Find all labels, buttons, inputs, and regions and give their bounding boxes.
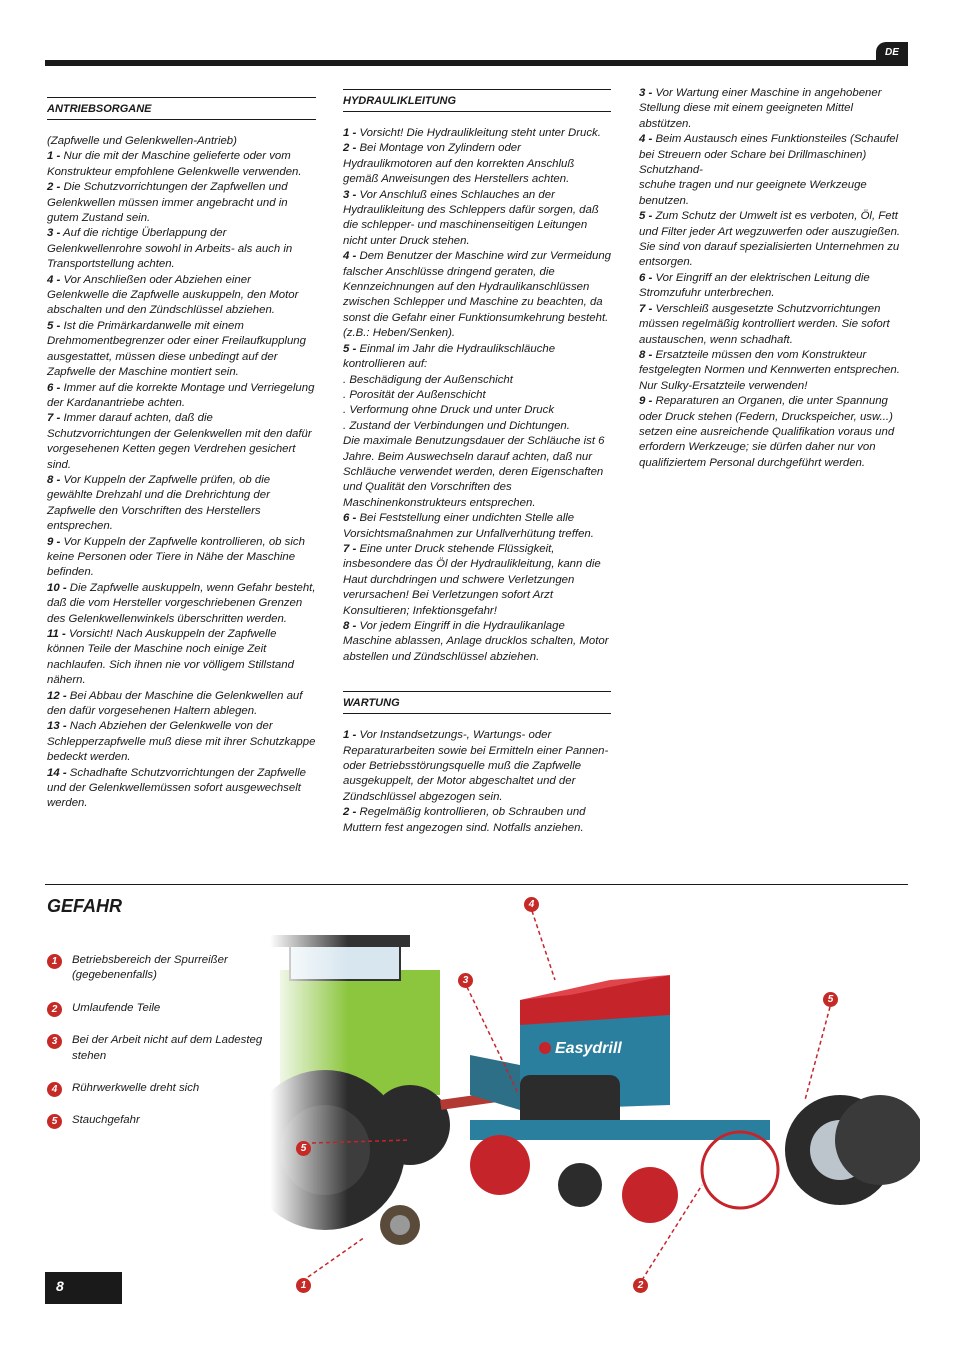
- hydraulik-check-item: . Zustand der Verbindungen und Dichtungen.: [343, 419, 570, 432]
- hydraulik-item-4: [343, 249, 611, 341]
- section-heading-wartung: WARTUNG: [343, 691, 611, 714]
- item-text: Beim Austausch eines Funktionsteiles (Schaufel bei Streuern oder Schare bei Drillmaschinen) Schutzhand- schuhe tragen und nur geeignete Werkzeuge benutzen.: [639, 133, 899, 207]
- antrieb-item-6: [47, 381, 316, 412]
- item-text: Vorsicht! Nach Auskuppeln der Zapfwelle können Teile der Maschine noch einige Zeit nachlaufen. Sich ihnen nie vor völligem Stillstand nähern.: [47, 628, 294, 687]
- item-number: 9 -: [47, 535, 61, 548]
- wartung-cont-item-4: [639, 271, 907, 302]
- item-text: Regelmäßig kontrollieren, ob Schrauben und Muttern fest angezogen sind. Notfalls anziehen.: [343, 806, 586, 834]
- item-number: 12 -: [47, 689, 67, 702]
- item-number: 5 -: [343, 342, 357, 355]
- hydraulik-item2-2: [343, 542, 611, 619]
- item-text: Die Zapfwelle auskuppeln, wenn Gefahr besteht, daß die vom Hersteller vorgeschriebenen Grenzen des Gelenkwellenwinkels überschritten werden.: [47, 581, 316, 625]
- item-text: Vor Eingriff an der elektrischen Leitung die Stromzufuhr unterbrechen.: [639, 271, 870, 300]
- legend-text: Stauchgefahr: [72, 1114, 140, 1127]
- antrieb-item-7: [47, 411, 316, 473]
- item-number: 6 -: [639, 271, 653, 284]
- item-number: 8 -: [47, 473, 61, 486]
- item-text: Ersatzteile müssen den vom Konstrukteur festgelegten Normen und Kennwerten entsprechen. Nur Sulky-Ersatzteile verwenden!: [639, 348, 900, 392]
- wartung-cont-item-6: [639, 348, 907, 394]
- item-text: Einmal im Jahr die Hydraulikschläuche kontrollieren auf:: [343, 342, 556, 371]
- item-number: 2 -: [343, 806, 357, 819]
- wartung-item-2: [343, 805, 611, 836]
- hazard-marker-5-right: 5: [823, 992, 838, 1007]
- item-number: 10 -: [47, 581, 67, 594]
- section-body-wartung-continued: [639, 86, 907, 471]
- legend-text: Umlaufende Teile: [72, 1001, 161, 1014]
- item-number: 8 -: [639, 348, 653, 361]
- hydraulik-check-item: . Verformung ohne Druck und unter Druck: [343, 404, 555, 417]
- item-text: Die Schutzvorrichtungen der Zapfwellen und Gelenkwellen müssen immer angebracht und in gutem Zustand sein.: [47, 181, 288, 225]
- item-text: Vor Instandsetzungs-, Wartungs- oder Reparaturarbeiten sowie bei Ermitteln einer Pannen- oder Betriebsstörungsquelle muß die Zapfwelle ausgekuppelt, der Motor abgeschaltet und der Zündschlüssel abgezogen sein.: [343, 729, 609, 803]
- hydraulik-check-item: . Porosität der Außenschicht: [343, 388, 486, 401]
- item-text: Bei Montage von Zylindern oder Hydraulikmotoren auf den korrekten Anschluß gemäß Anweisungen des Herstellers achten.: [343, 142, 575, 186]
- antrieb-item-5: [47, 319, 316, 381]
- hydraulik-item2-3: [343, 619, 611, 665]
- item-number: 4 -: [343, 250, 357, 263]
- item-text: Vorsicht! Die Hydraulikleitung steht unter Druck.: [356, 127, 601, 139]
- wartung-cont-item-7: [639, 394, 907, 471]
- machine-photo: [270, 895, 920, 1285]
- item-number: 7 -: [47, 412, 61, 425]
- item-number: 2 -: [47, 181, 61, 194]
- wartung-cont-item-2: [639, 132, 907, 209]
- item-number: 6 -: [47, 381, 61, 394]
- section-divider: [45, 884, 908, 885]
- antrieb-item-11: [47, 627, 316, 689]
- section-body-antriebsorgane: [47, 134, 316, 812]
- item-text: Vor Anschließen oder Abziehen einer Gelenkwelle die Zapfwelle auskuppeln, den Motor abschalten und den Zündschlüssel abziehen.: [47, 273, 299, 317]
- legend-item-4: [47, 1081, 272, 1096]
- wartung-item-1: [343, 728, 611, 805]
- item-number: 1 -: [47, 150, 61, 163]
- item-number: 13 -: [47, 720, 67, 733]
- item-text: Zum Schutz der Umwelt ist es verboten, Öl, Fett und Filter jeder Art wegzuwerfen oder auszugießen. Sie sind von darauf spezialisierten Unternehmen zu entsorgen.: [639, 210, 901, 269]
- legend-badge: 2: [47, 1002, 62, 1017]
- item-number: 3 -: [343, 188, 357, 201]
- column-wartung-continued: [639, 86, 907, 471]
- item-text: Eine unter Druck stehende Flüssigkeit, insbesondere das Öl der Hydraulikleitung, kann die Haut durchdringen und schwere Verletzungen verursachen! Bei Verletzungen sofort Arzt Konsultieren; Infektionsgefahr!: [343, 542, 601, 617]
- item-text: Ist die Primärkardanwelle mit einem Drehmomentbegrenzer oder einer Freilaufkupplung ausgestattet, müssen diese unbedingt auf der Zapfwelle der Maschine montiert sein.: [47, 319, 306, 379]
- item-number: 7 -: [639, 302, 653, 315]
- item-number: 2 -: [343, 142, 357, 155]
- item-text: Reparaturen an Organen, die unter Spannung oder Druck stehen (Federn, Druckspeicher, usw...) setzen eine ausreichende Qualifikation voraus und erfordern Werkzeuge; sie dürfen daher nur von qualifiziertem Personal durchgeführt werden.: [639, 395, 895, 469]
- legend-badge: 1: [47, 954, 62, 969]
- hydraulik-item-5: [343, 342, 611, 373]
- item-text: Bei Feststellung einer undichten Stelle alle Vorsichtsmaßnahmen zur Unfallverhütung treffen.: [343, 512, 594, 540]
- item-text: Vor Anschluß eines Schlauches an der Hydraulikleitung des Schleppers dafür sorgen, daß die schlepper- und maschinenseitigen Leitungen nicht unter Druck stehen.: [343, 188, 599, 247]
- antrieb-item-8: [47, 473, 316, 535]
- hydraulik-lifetime-note: Die maximale Benutzungsdauer der Schläuche ist 6 Jahre. Beim Auswechseln darauf achten, daß nur Schläuche verwendet werden, deren Eigenschaften und Qualität den Vorschriften des Maschinenkonstrukteurs entsprechen.: [343, 435, 605, 509]
- legend-item-1: [47, 953, 272, 984]
- item-number: 7 -: [343, 542, 357, 555]
- item-text: Schadhafte Schutzvorrichtungen der Zapfwelle und der Gelenkwellemüssen sofort ausgewechselt werden.: [47, 766, 306, 810]
- hydraulik-item-3: [343, 188, 611, 250]
- section-heading-antriebsorgane: ANTRIEBSORGANE: [47, 97, 316, 120]
- item-number: 5 -: [639, 210, 653, 223]
- antrieb-item-3: [47, 226, 316, 272]
- section-body-wartung: [343, 728, 611, 836]
- item-number: 1 -: [343, 729, 357, 742]
- item-text: Auf die richtige Überlappung der Gelenkwellenrohre sowohl in Arbeits- als auch in Transportstellung achten.: [47, 227, 293, 271]
- top-rule: [45, 60, 908, 66]
- section-heading-hydraulikleitung: HYDRAULIKLEITUNG: [343, 89, 611, 112]
- item-number: 11 -: [47, 628, 66, 640]
- item-number: 14 -: [47, 766, 67, 779]
- item-text: Vor Kuppeln der Zapfwelle prüfen, ob die gewählte Drehzahl und die Drehrichtung der Zapfwelle den Vorschriften des Herstellers entsprechen.: [47, 473, 271, 533]
- legend-text: Rührwerkwelle dreht sich: [72, 1082, 200, 1095]
- hydraulik-check-item: . Beschädigung der Außenschicht: [343, 373, 513, 386]
- item-text: Nur die mit der Maschine gelieferte oder vom Konstrukteur empfohlene Gelenkwelle verwenden.: [47, 150, 302, 178]
- antrieb-item-13: [47, 719, 316, 765]
- hazard-marker-3: 3: [458, 973, 473, 988]
- antrieb-item-2: [47, 180, 316, 226]
- hydraulik-item-1: [343, 126, 611, 141]
- item-text: Vor jedem Eingriff in die Hydraulikanlage Maschine ablassen, Anlage drucklos schalten, Motor abstellen und Zündschlüssel abziehen.: [343, 620, 609, 663]
- legend-item-3: [47, 1033, 272, 1064]
- page-number: 8: [45, 1272, 122, 1304]
- item-number: 3 -: [47, 227, 61, 240]
- hydraulik-item2-1: [343, 511, 611, 542]
- item-number: 8 -: [343, 620, 357, 632]
- item-number: 1 -: [343, 127, 357, 139]
- wartung-cont-item-1: [639, 86, 907, 132]
- legend-badge: 3: [47, 1034, 62, 1049]
- antrieb-item-9: [47, 535, 316, 581]
- wartung-cont-item-5: [639, 302, 907, 348]
- hazard-marker-2: 2: [633, 1278, 648, 1293]
- legend-text: Betriebsbereich der Spurreißer (gegebenenfalls): [72, 954, 228, 982]
- item-number: 9 -: [639, 395, 653, 408]
- hazard-legend: [47, 953, 272, 1146]
- section-body-hydraulikleitung: [343, 126, 611, 665]
- item-text: Nach Abziehen der Gelenkwelle von der Schlepperzapfwelle muß diese mit ihrer Schutzkappe bedeckt werden.: [47, 720, 316, 764]
- antrieb-item-1: [47, 149, 316, 180]
- item-text: Immer darauf achten, daß die Schutzvorrichtungen der Gelenkwellen mit den dafür vorgesehenen Ketten gegen Verdrehen gesichert sind.: [47, 412, 312, 471]
- item-text: Verschleiß ausgesetzte Schutzvorrichtungen müssen regelmäßig kontrolliert werden. Sie sofort austauschen, wenn schadhaft.: [639, 302, 890, 346]
- column-antriebsorgane: [47, 97, 316, 812]
- hydraulik-item-2: [343, 141, 611, 187]
- item-text: Vor Kuppeln der Zapfwelle kontrollieren, ob sich keine Personen oder Tiere in Nähe der Maschine befinden.: [47, 535, 305, 579]
- intro-text: (Zapfwelle und Gelenkwellen-Antrieb): [47, 135, 237, 147]
- language-tab: DE: [876, 42, 908, 64]
- antrieb-item-14: [47, 766, 316, 812]
- hazard-marker-1: 1: [296, 1278, 311, 1293]
- item-text: Bei Abbau der Maschine die Gelenkwellen auf den dafür vorgesehenen Haltern ablegen.: [47, 689, 303, 718]
- item-text: Vor Wartung einer Maschine in angehobener Stellung diese mit einem geeigneten Mittel abstützen.: [639, 87, 882, 130]
- item-number: 4 -: [639, 133, 653, 146]
- item-number: 6 -: [343, 512, 357, 525]
- item-number: 3 -: [639, 87, 653, 99]
- antrieb-item-10: [47, 581, 316, 627]
- legend-badge: 4: [47, 1082, 62, 1097]
- column-hydraulikleitung: [343, 89, 611, 836]
- legend-text: Bei der Arbeit nicht auf dem Ladesteg stehen: [72, 1034, 263, 1062]
- legend-item-5: [47, 1113, 272, 1128]
- item-number: 5 -: [47, 319, 61, 332]
- item-text: Dem Benutzer der Maschine wird zur Vermeidung falscher Anschlüsse dringend geraten, die Kennzeichnungen auf den Hydraulikanschlüssen zwischen Schlepper und Maschine zu beachten, da sonst die Gefahr einer Funktionsumkehrung besteht. (z.B.: Heben/Senken).: [343, 250, 612, 340]
- item-number: 4 -: [47, 273, 61, 286]
- hazard-marker-5-left: 5: [296, 1141, 311, 1156]
- gefahr-title: GEFAHR: [47, 896, 123, 916]
- item-text: Immer auf die korrekte Montage und Verriegelung der Kardanantriebe achten.: [47, 381, 315, 409]
- legend-item-2: [47, 1001, 272, 1016]
- antrieb-item-4: [47, 273, 316, 319]
- wartung-cont-item-3: [639, 209, 907, 271]
- hazard-marker-4: 4: [524, 897, 539, 912]
- antrieb-item-12: [47, 689, 316, 720]
- legend-badge: 5: [47, 1114, 62, 1129]
